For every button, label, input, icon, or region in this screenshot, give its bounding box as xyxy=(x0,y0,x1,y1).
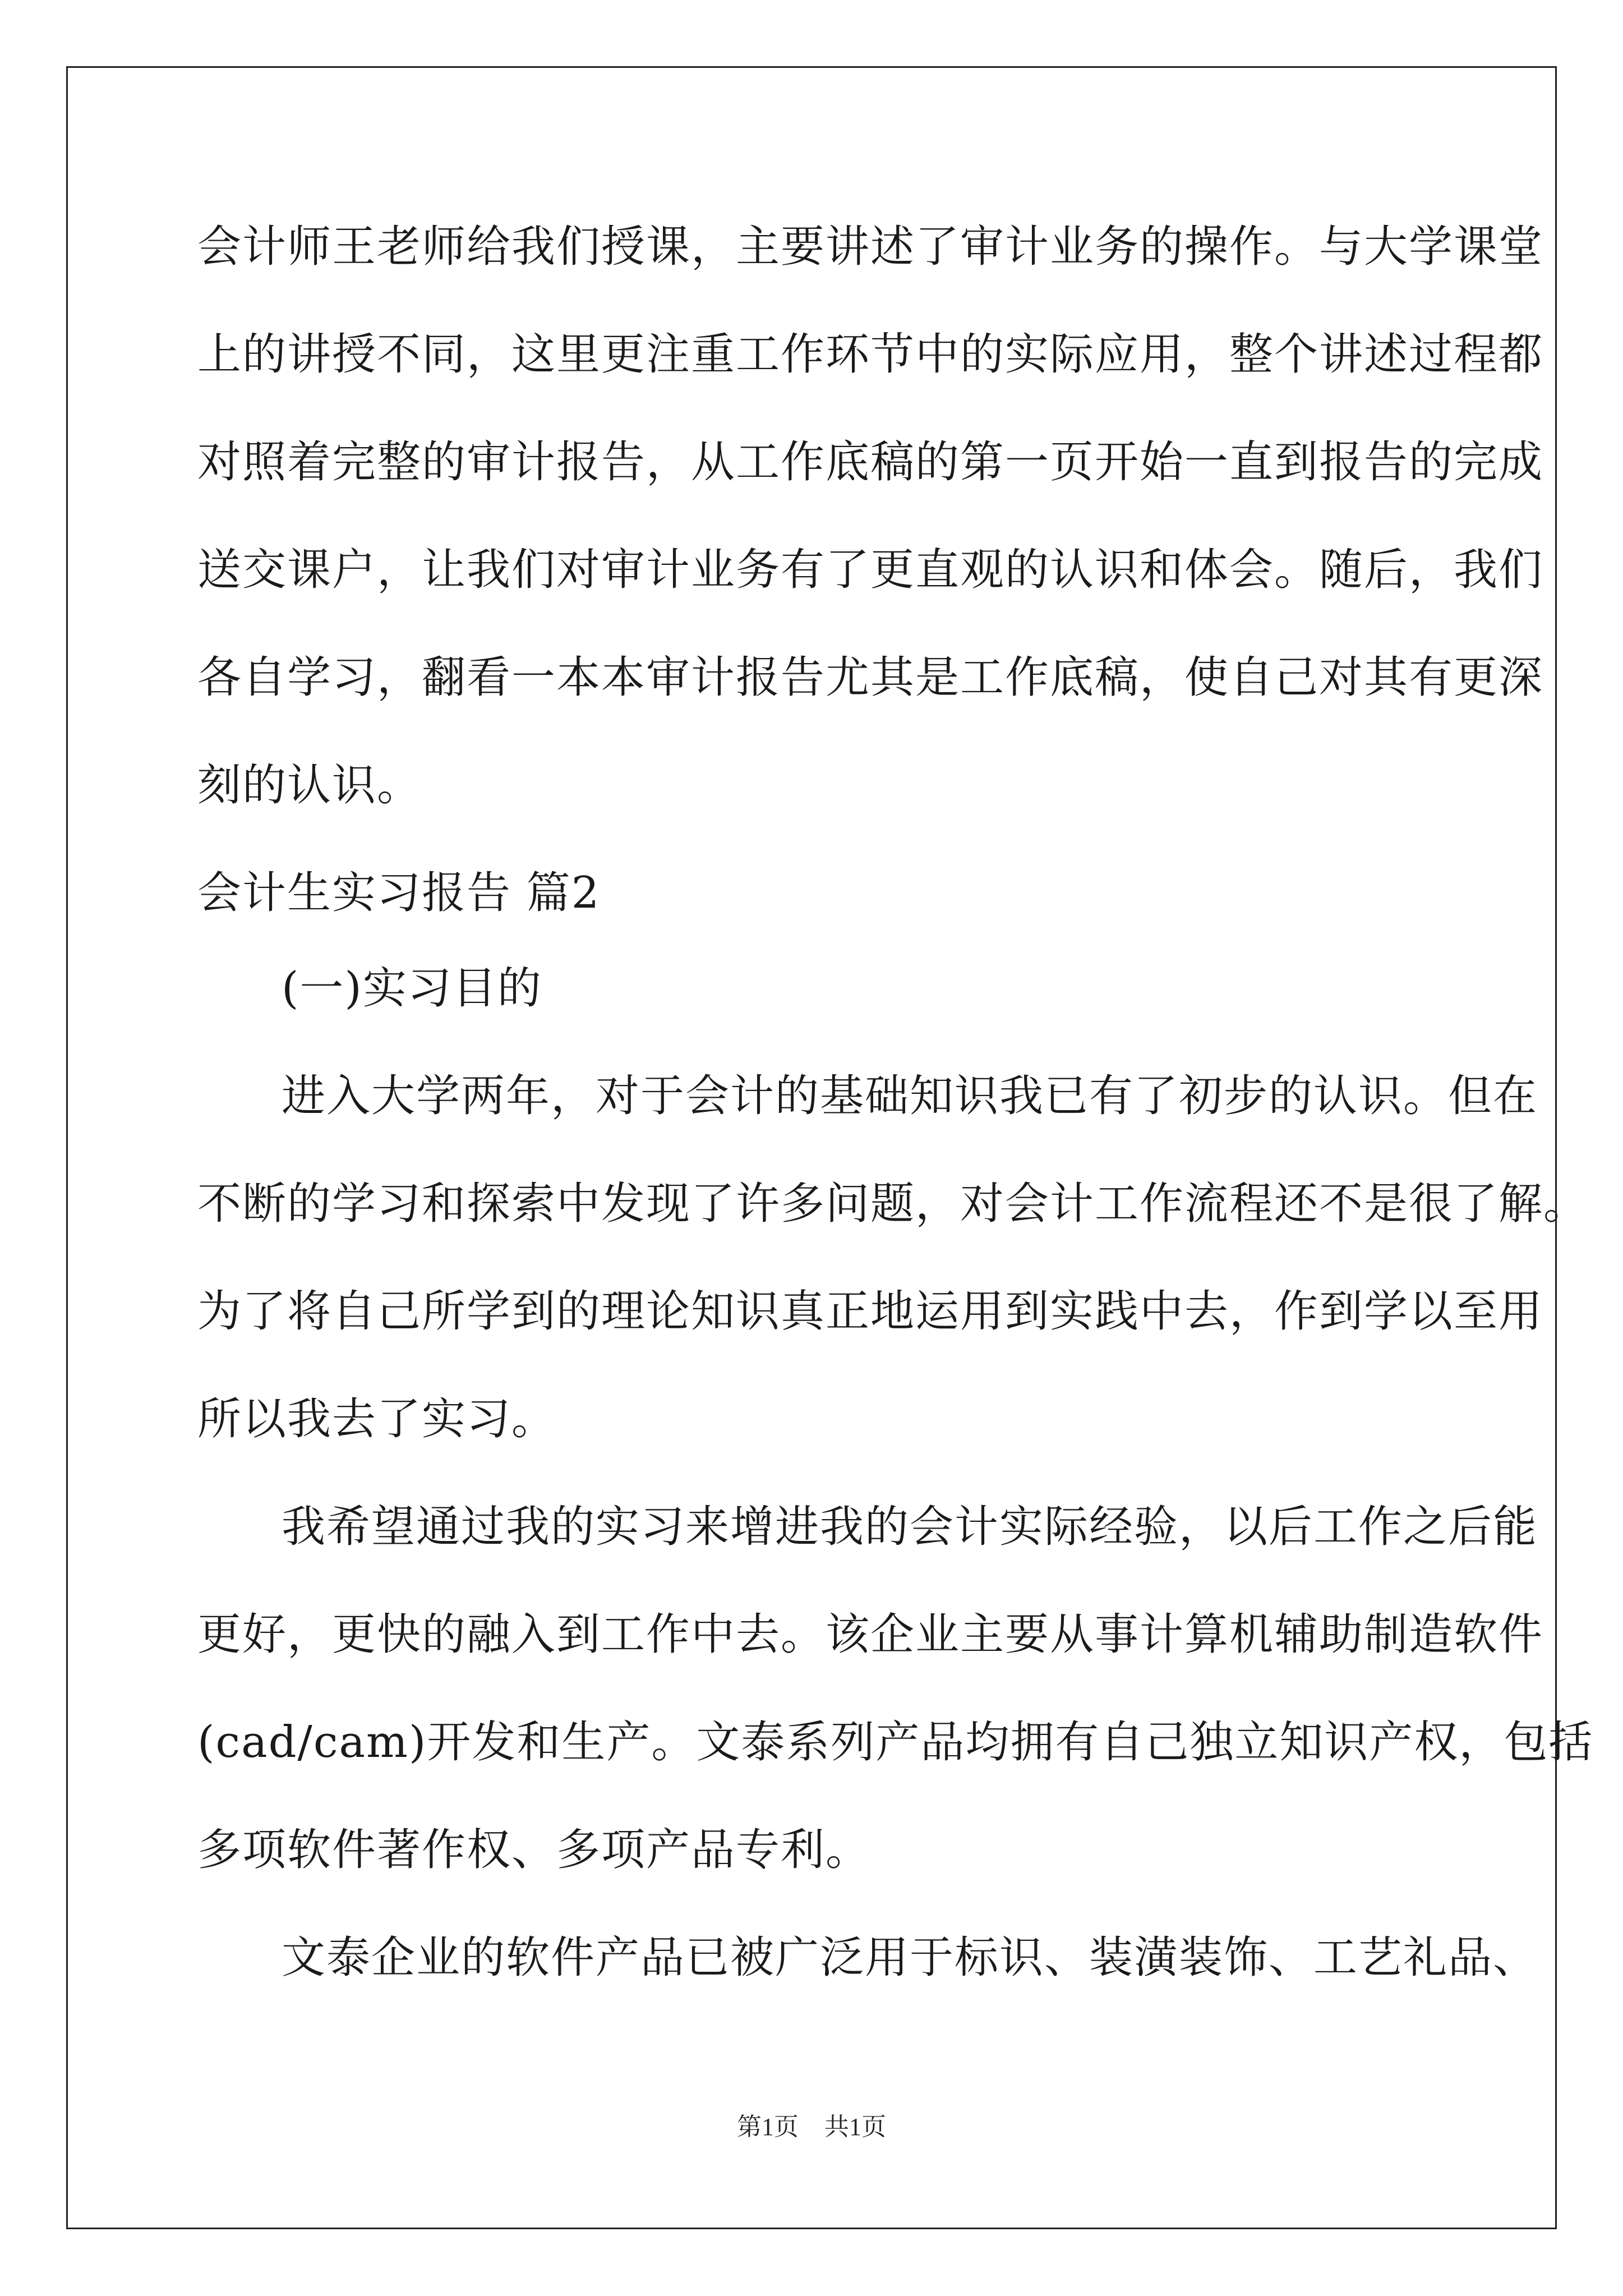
text-line: 多项软件著作权、多项产品专利。 xyxy=(197,1825,871,1875)
subsection-heading: (一)实习目的 xyxy=(282,963,542,1014)
section-heading: 会计生实习报告 篇2 xyxy=(197,868,601,918)
text-line: 上的讲授不同，这里更注重工作环节中的实际应用，整个讲述过程都 xyxy=(197,329,1544,380)
text-line: 会计师王老师给我们授课，主要讲述了审计业务的操作。与大学课堂 xyxy=(197,222,1544,272)
text-line: 更好，更快的融入到工作中去。该企业主要从事计算机辅助制造软件 xyxy=(197,1609,1544,1660)
text-line: 我希望通过我的实习来增进我的会计实际经验，以后工作之后能 xyxy=(282,1502,1538,1552)
text-line: 刻的认识。 xyxy=(197,760,422,811)
text-line: 不断的学习和探索中发现了许多问题，对会计工作流程还不是很了解。 xyxy=(197,1179,1589,1229)
document-body xyxy=(197,213,1594,2032)
text-line: 对照着完整的审计报告，从工作底稿的第一页开始一直到报告的完成 xyxy=(197,437,1544,487)
text-line: 各自学习，翻看一本本审计报告尤其是工作底稿，使自己对其有更深 xyxy=(197,652,1544,703)
text-line: (cad/cam)开发和生产。文泰系列产品均拥有自己独立知识产权，包括 xyxy=(197,1717,1594,1768)
page-total: 共1页 xyxy=(824,2113,886,2141)
text-line: 进入大学两年，对于会计的基础知识我已有了初步的认识。但在 xyxy=(282,1071,1538,1121)
text-line: 所以我去了实习。 xyxy=(197,1394,557,1444)
text-line: 送交课户，让我们对审计业务有了更直观的认识和体会。随后，我们 xyxy=(197,545,1544,595)
page-number: 第1页 xyxy=(737,2113,799,2141)
page-footer xyxy=(0,2110,1623,2144)
text-line: 为了将自己所学到的理论知识真正地运用到实践中去，作到学以至用 xyxy=(197,1286,1544,1337)
text-line: 文泰企业的软件产品已被广泛用于标识、装潢装饰、工艺礼品、 xyxy=(282,1932,1538,1983)
